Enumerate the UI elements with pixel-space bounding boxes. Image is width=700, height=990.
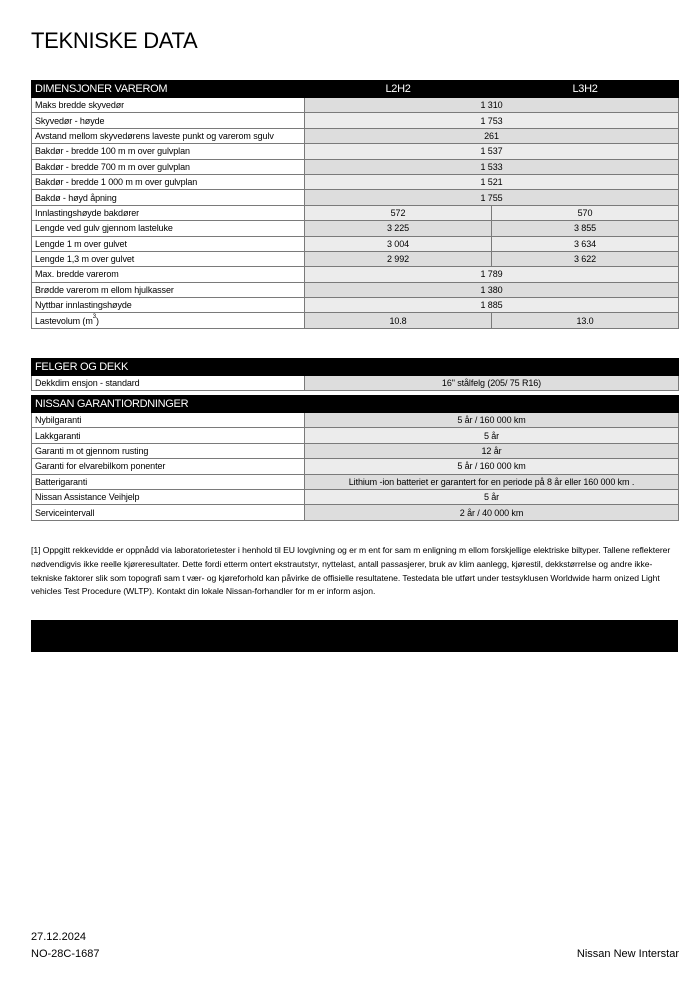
volume-value-l2h2: 10.8 [305, 313, 492, 328]
table-row [32, 128, 679, 143]
row-value: 2 år / 40 000 km [305, 505, 679, 520]
row-value: Lithium -ion batteriet er garantert for en periode på 8 år eller 160 000 km . [305, 474, 679, 489]
warranty-header: NISSAN GARANTIORDNINGER [32, 396, 679, 413]
table-row [32, 221, 679, 236]
table-row [32, 113, 679, 128]
row-label: Nybilgaranti [32, 413, 305, 428]
table-row [32, 144, 679, 159]
rims-table [31, 358, 679, 391]
row-label: Garanti m ot gjennom rusting [32, 443, 305, 458]
rims-header: FELGER OG DEKK [32, 359, 679, 376]
row-value: 5 år [305, 489, 679, 504]
table-row [32, 313, 679, 328]
column-header-l3h2: L3H2 [492, 81, 679, 98]
row-value: 261 [305, 128, 679, 143]
row-value: 5 år / 160 000 km [305, 459, 679, 474]
volume-unit-superscript: 3 [92, 313, 96, 320]
table-row [32, 443, 679, 458]
table-row [32, 251, 679, 266]
table-row [32, 205, 679, 220]
row-label: Brødde varerom m ellom hjulkasser [32, 282, 305, 297]
table-row [32, 413, 679, 428]
column-header-l2h2: L2H2 [305, 81, 492, 98]
table-row [32, 282, 679, 297]
row-label: Nissan Assistance Veihjelp [32, 489, 305, 504]
footer-code: NO-28C-1687 [31, 948, 100, 960]
row-value-l3h2: 570 [492, 205, 679, 220]
table-row [32, 174, 679, 189]
row-value: 1 885 [305, 298, 679, 313]
table-row [32, 489, 679, 504]
page-title: TEKNISKE DATA [31, 28, 198, 53]
table-row [32, 298, 679, 313]
table-row [32, 190, 679, 205]
row-value: 5 år [305, 428, 679, 443]
volume-value-l3h2: 13.0 [492, 313, 679, 328]
row-label: Lengde ved gulv gjennom lasteluke [32, 221, 305, 236]
footnote: [1] Oppgitt rekkevidde er oppnådd via laboratorietester i henhold til EU lovgivning og er m ent for sam m enligning m ellom forskjellige elektriske biltyper. Tallene reflekterer nødvendigvis ikke reelle kjøreresultater. Dette fordi etterm ontert ekstrautstyr, nyttelast, antall passasjerer, bruk av klim aanlegg, kjørestil, dekkstørrelse og andre ikke-tekniske faktorer slik som topografi sam t vær- og kjøreforhold kan påvirke de offisielle resultatene. Testedata ble utført under testsyklusen Worldwide harm onized Light vehicles Test Procedure (WLTP). Kontakt din lokale Nissan-forhandler for m er inform asjon. [31, 545, 671, 597]
row-label: Maks bredde skyvedør [32, 98, 305, 113]
row-label: Nyttbar innlastingshøyde [32, 298, 305, 313]
table-row [32, 267, 679, 282]
row-label: Avstand mellom skyvedørens laveste punkt og varerom sgulv [32, 128, 305, 143]
dimensions-table [31, 80, 679, 329]
row-value: 1 380 [305, 282, 679, 297]
row-value-l3h2: 3 855 [492, 221, 679, 236]
row-value: 16" stålfelg (205/ 75 R16) [305, 376, 679, 391]
row-label: Skyvedør - høyde [32, 113, 305, 128]
row-label: Serviceintervall [32, 505, 305, 520]
warranty-header-row [32, 396, 679, 413]
row-value-l2h2: 3 004 [305, 236, 492, 251]
volume-label-text: Lastevolum (m [35, 315, 93, 326]
table-row [32, 428, 679, 443]
row-label: Garanti for elvarebilkom ponenter [32, 459, 305, 474]
row-value: 1 521 [305, 174, 679, 189]
row-value-l3h2: 3 622 [492, 251, 679, 266]
black-band [31, 620, 678, 652]
table-row [32, 505, 679, 520]
row-label: Bakdø - høyd åpning [32, 190, 305, 205]
footer-model: Nissan New Interstar [576, 948, 679, 960]
dimensions-header-row [32, 81, 679, 98]
row-label: Lakkgaranti [32, 428, 305, 443]
row-value: 5 år / 160 000 km [305, 413, 679, 428]
row-value: 1 753 [305, 113, 679, 128]
table-row [32, 474, 679, 489]
row-label: Bakdør - bredde 100 m m over gulvplan [32, 144, 305, 159]
row-value: 1 310 [305, 98, 679, 113]
footer-date: 27.12.2024 [31, 931, 87, 943]
row-label: Lengde 1 m over gulvet [32, 236, 305, 251]
row-label: Batterigaranti [32, 474, 305, 489]
row-value-l2h2: 2 992 [305, 251, 492, 266]
row-value: 1 533 [305, 159, 679, 174]
row-value: 1 789 [305, 267, 679, 282]
row-value: 1 755 [305, 190, 679, 205]
dimensions-header: DIMENSJONER VAREROM [32, 81, 305, 98]
row-value-l3h2: 3 634 [492, 236, 679, 251]
row-label: Max. bredde varerom [32, 267, 305, 282]
warranty-table [31, 395, 679, 521]
row-label: Bakdør - bredde 700 m m over gulvplan [32, 159, 305, 174]
row-label: Bakdør - bredde 1 000 m m over gulvplan [32, 174, 305, 189]
row-value-l2h2: 572 [305, 205, 492, 220]
table-row [32, 376, 679, 391]
row-label: Dekkdim ensjon - standard [32, 376, 305, 391]
table-row [32, 98, 679, 113]
volume-label [32, 313, 305, 328]
volume-label-close: ) [95, 315, 99, 326]
row-value-l2h2: 3 225 [305, 221, 492, 236]
rims-header-row [32, 359, 679, 376]
table-row [32, 159, 679, 174]
row-label: Innlastingshøyde bakdører [32, 205, 305, 220]
table-row [32, 459, 679, 474]
row-label: Lengde 1,3 m over gulvet [32, 251, 305, 266]
row-value: 1 537 [305, 144, 679, 159]
row-value: 12 år [305, 443, 679, 458]
table-row [32, 236, 679, 251]
